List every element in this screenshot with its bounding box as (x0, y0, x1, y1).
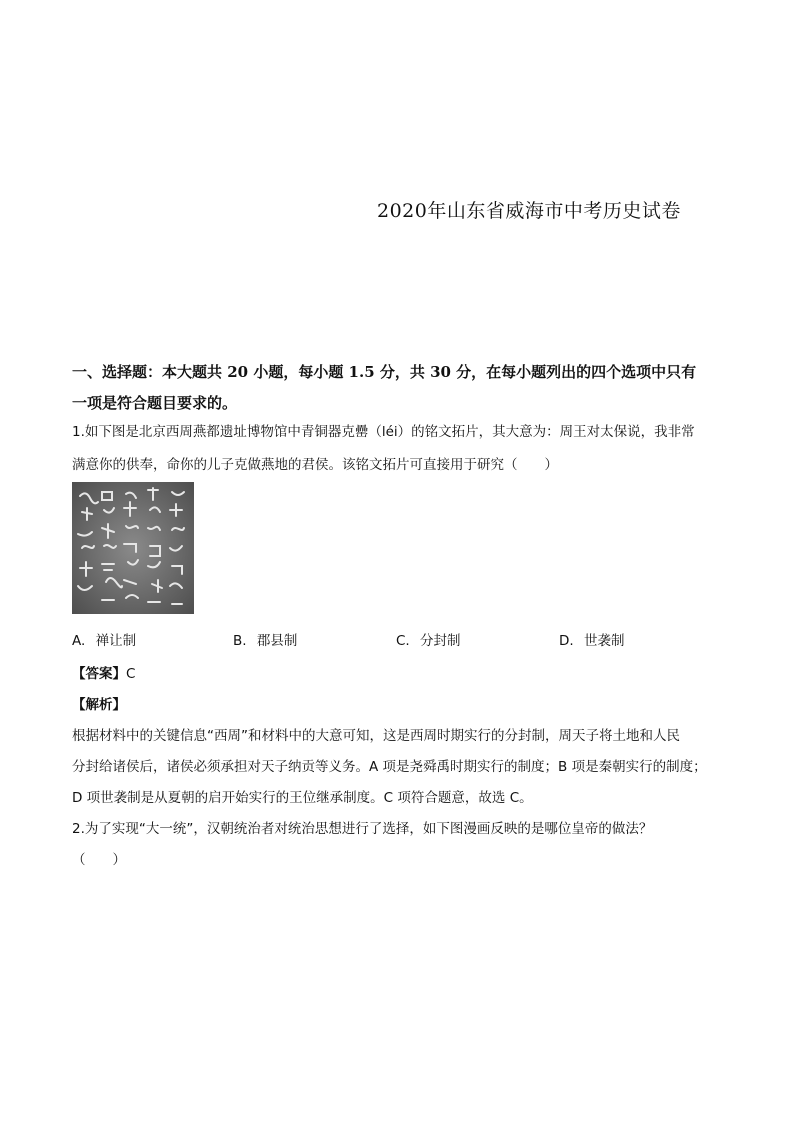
analysis-line-1: 根据材料中的关键信息“西周”和材料中的大意可知，这是西周时期实行的分封制，周天子将土地和人民 (72, 728, 680, 744)
analysis-label: 【解析】 (72, 697, 126, 713)
answer-label: 【答案】 (72, 666, 126, 682)
question-2-stem-line-1: 2.为了实现“大一统”，汉朝统治者对统治思想进行了选择，如下图漫画反映的是哪位皇帝的做法？ (72, 821, 653, 837)
analysis-line-2: 分封给诸侯后，诸侯必须承担对天子纳贡等义务。A 项是尧舜禹时期实行的制度；B 项是秦朝实行的制度； (72, 759, 707, 775)
analysis-line-3: D 项世袭制是从夏朝的启开始实行的王位继承制度。C 项符合题意，故选 C。 (72, 790, 533, 806)
option-b (233, 629, 297, 649)
option-c-letter: C. (396, 633, 410, 649)
option-c-text: 分封制 (420, 633, 461, 649)
option-a-letter: A. (72, 633, 86, 649)
bronze-inscription-rubbing-image (72, 482, 194, 614)
option-a (72, 629, 136, 649)
option-d-letter: D. (559, 633, 574, 649)
rubbing-texture (72, 482, 194, 614)
option-a-text: 禅让制 (95, 633, 137, 649)
option-b-letter: B. (233, 633, 247, 649)
question-2-stem-line-2: （ ） (72, 852, 126, 868)
section-heading-line-2: 一项是符合题目要求的。 (72, 394, 238, 412)
section-heading-line-1: 一、选择题：本大题共 20 小题，每小题 1.5 分，共 30 分，在每小题列出的四个选项中只有 (72, 363, 697, 381)
page-title: 2020年山东省威海市中考历史试卷 (377, 200, 681, 222)
option-d (559, 629, 624, 649)
question-1-stem-line-1: 1.如下图是北京西周燕都遗址博物馆中青铜器克罍（léi）的铭文拓片，其大意为：周王对太保说，我非常 (72, 424, 695, 440)
option-c (396, 629, 461, 649)
question-1-stem-line-2: 满意你的供奉，命你的儿子克做燕地的君侯。该铭文拓片可直接用于研究（ ） (72, 457, 558, 473)
answer-line (72, 662, 135, 682)
answer-value: C (126, 666, 136, 682)
section-heading (72, 357, 732, 419)
option-b-text: 郡县制 (256, 633, 298, 649)
option-d-text: 世袭制 (583, 633, 625, 649)
